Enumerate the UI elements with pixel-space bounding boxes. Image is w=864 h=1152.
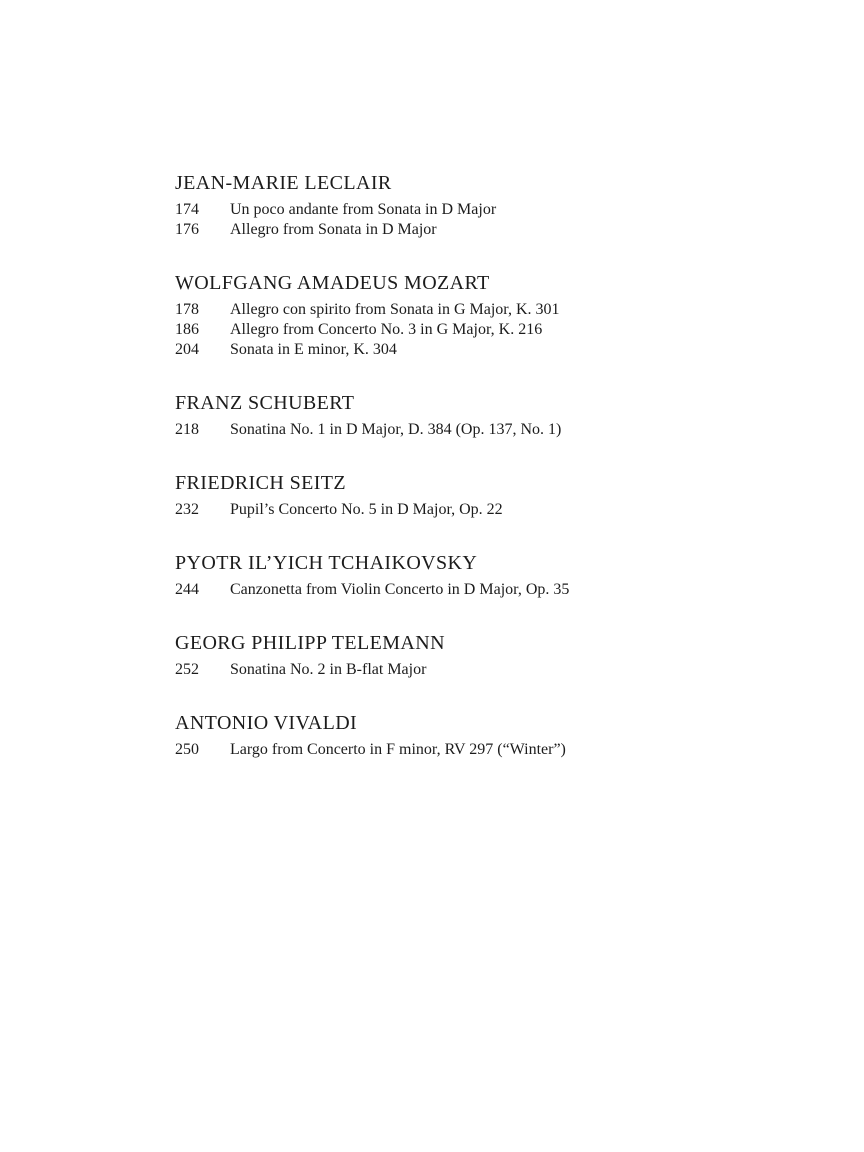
entry-page-number: 252 — [175, 661, 199, 678]
entry-page-number: 176 — [175, 221, 199, 238]
entry-title: Pupil’s Concerto No. 5 in D Major, Op. 22 — [230, 501, 503, 518]
composer-heading: GEORG PHILIPP TELEMANN — [175, 632, 445, 654]
toc-entry — [175, 220, 715, 240]
composer-heading: ANTONIO VIVALDI — [175, 712, 358, 734]
toc-entry — [175, 580, 715, 600]
entry-page-number: 174 — [175, 201, 199, 218]
entry-page-number: 204 — [175, 341, 199, 358]
entry-page-number: 244 — [175, 581, 199, 598]
toc-entry — [175, 200, 715, 220]
composer-heading: WOLFGANG AMADEUS MOZART — [175, 272, 490, 294]
toc-entry — [175, 340, 715, 360]
toc-entry — [175, 660, 715, 680]
entry-title: Largo from Concerto in F minor, RV 297 (“Winter”) — [230, 741, 566, 758]
entry-page-number: 218 — [175, 421, 199, 438]
entry-page-number: 250 — [175, 741, 199, 758]
toc-section-vivaldi — [175, 710, 715, 760]
entry-page-number: 178 — [175, 301, 199, 318]
entry-title: Allegro con spirito from Sonata in G Major, K. 301 — [230, 301, 560, 318]
composer-heading: JEAN-MARIE LECLAIR — [175, 172, 392, 194]
toc-section-telemann — [175, 630, 715, 680]
entry-title: Sonatina No. 1 in D Major, D. 384 (Op. 137, No. 1) — [230, 421, 562, 438]
composer-heading: FRIEDRICH SEITZ — [175, 472, 346, 494]
entry-page-number: 186 — [175, 321, 199, 338]
toc-section-schubert — [175, 390, 715, 440]
toc-section-tchaikovsky — [175, 550, 715, 600]
composer-heading: PYOTR IL’YICH TCHAIKOVSKY — [175, 552, 478, 574]
entry-title: Allegro from Concerto No. 3 in G Major, K. 216 — [230, 321, 543, 338]
entry-title: Sonata in E minor, K. 304 — [230, 341, 397, 358]
entry-title: Canzonetta from Violin Concerto in D Major, Op. 35 — [230, 581, 570, 598]
entry-title: Sonatina No. 2 in B-flat Major — [230, 661, 427, 678]
composer-heading: FRANZ SCHUBERT — [175, 392, 355, 414]
table-of-contents — [175, 170, 715, 790]
toc-entry — [175, 500, 715, 520]
toc-entry — [175, 300, 715, 320]
toc-entry — [175, 740, 715, 760]
toc-entry — [175, 320, 715, 340]
entry-title: Un poco andante from Sonata in D Major — [230, 201, 497, 218]
toc-section-leclair — [175, 170, 715, 240]
toc-entry — [175, 420, 715, 440]
entry-title: Allegro from Sonata in D Major — [230, 221, 437, 238]
toc-section-seitz — [175, 470, 715, 520]
entry-page-number: 232 — [175, 501, 199, 518]
toc-section-mozart — [175, 270, 715, 360]
